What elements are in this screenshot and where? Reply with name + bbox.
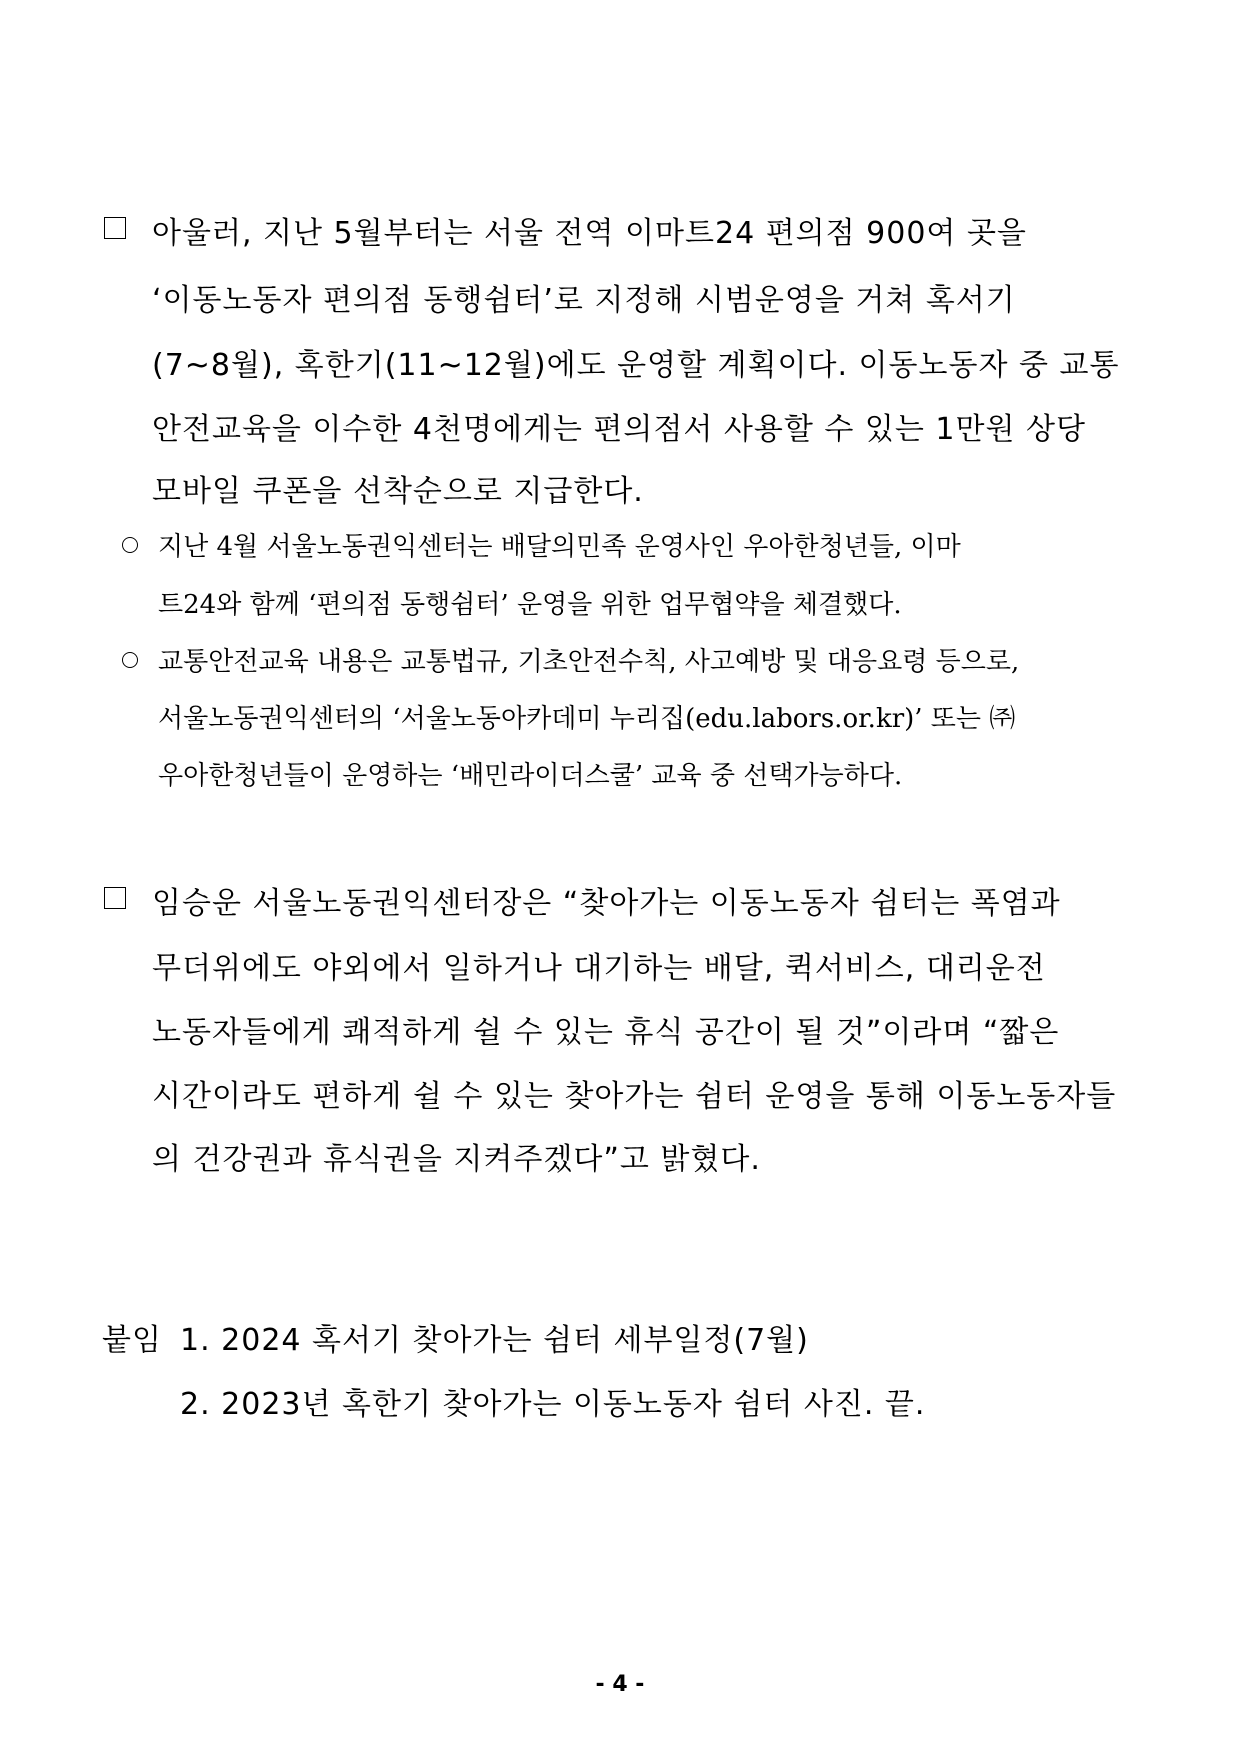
sub-item-2-line-3: 우아한청년들이 운영하는 ‘배민라이더스쿨’ 교육 중 선택가능하다. <box>158 761 903 791</box>
section-2-line-2: 무더위에도 야외에서 일하거나 대기하는 배달, 퀵서비스, 대리운전 <box>152 951 1046 986</box>
sub-item-1-line-1: 지난 4월 서울노동권익센터는 배달의민족 운영사인 우아한청년들, 이마 <box>158 532 961 562</box>
sub-item-2-line-1: 교통안전교육 내용은 교통법규, 기초안전수칙, 사고예방 및 대응요령 등으로, <box>158 647 1020 677</box>
circle-bullet-icon <box>122 652 138 668</box>
section-2-line-1: 임승운 서울노동권익센터장은 “찾아가는 이동노동자 쉼터는 폭염과 <box>152 886 1061 921</box>
section-1-line-4: 안전교육을 이수한 4천명에게는 편의점서 사용할 수 있는 1만원 상당 <box>152 412 1086 447</box>
attachment-item-2: 2. 2023년 혹한기 찾아가는 이동노동자 쉼터 사진. 끝. <box>180 1387 926 1422</box>
page-number: - 4 - <box>595 1672 645 1697</box>
section-2-line-3: 노동자들에게 쾌적하게 쉴 수 있는 휴식 공간이 될 것”이라며 “짧은 <box>152 1015 1060 1050</box>
section-1-line-5: 모바일 쿠폰을 선착순으로 지급한다. <box>152 474 644 509</box>
section-2-line-4: 시간이라도 편하게 쉴 수 있는 찾아가는 쉼터 운영을 통해 이동노동자들 <box>152 1079 1117 1114</box>
circle-bullet-icon <box>122 537 138 553</box>
square-bullet-icon <box>104 217 126 239</box>
attachment-item-1: 1. 2024 혹서기 찾아가는 쉼터 세부일정(7월) <box>180 1323 809 1358</box>
section-1-line-1: 아울러, 지난 5월부터는 서울 전역 이마트24 편의점 900여 곳을 <box>152 216 1027 251</box>
section-1-line-3: (7~8월), 혹한기(11~12월)에도 운영할 계획이다. 이동노동자 중 교통 <box>152 348 1120 383</box>
section-2-line-5: 의 건강권과 휴식권을 지켜주겠다”고 밝혔다. <box>152 1142 761 1177</box>
sub-item-1-line-2: 트24와 함께 ‘편의점 동행쉼터’ 운영을 위한 업무협약을 체결했다. <box>158 590 902 620</box>
square-bullet-icon <box>104 887 126 909</box>
section-1-line-2: ‘이동노동자 편의점 동행쉼터’로 지정해 시범운영을 거쳐 혹서기 <box>152 283 1016 318</box>
sub-item-2-line-2: 서울노동권익센터의 ‘서울노동아카데미 누리집(edu.labors.or.kr)’ 또는 ㈜ <box>158 704 1016 734</box>
attachments-label: 붙임 <box>102 1323 162 1358</box>
